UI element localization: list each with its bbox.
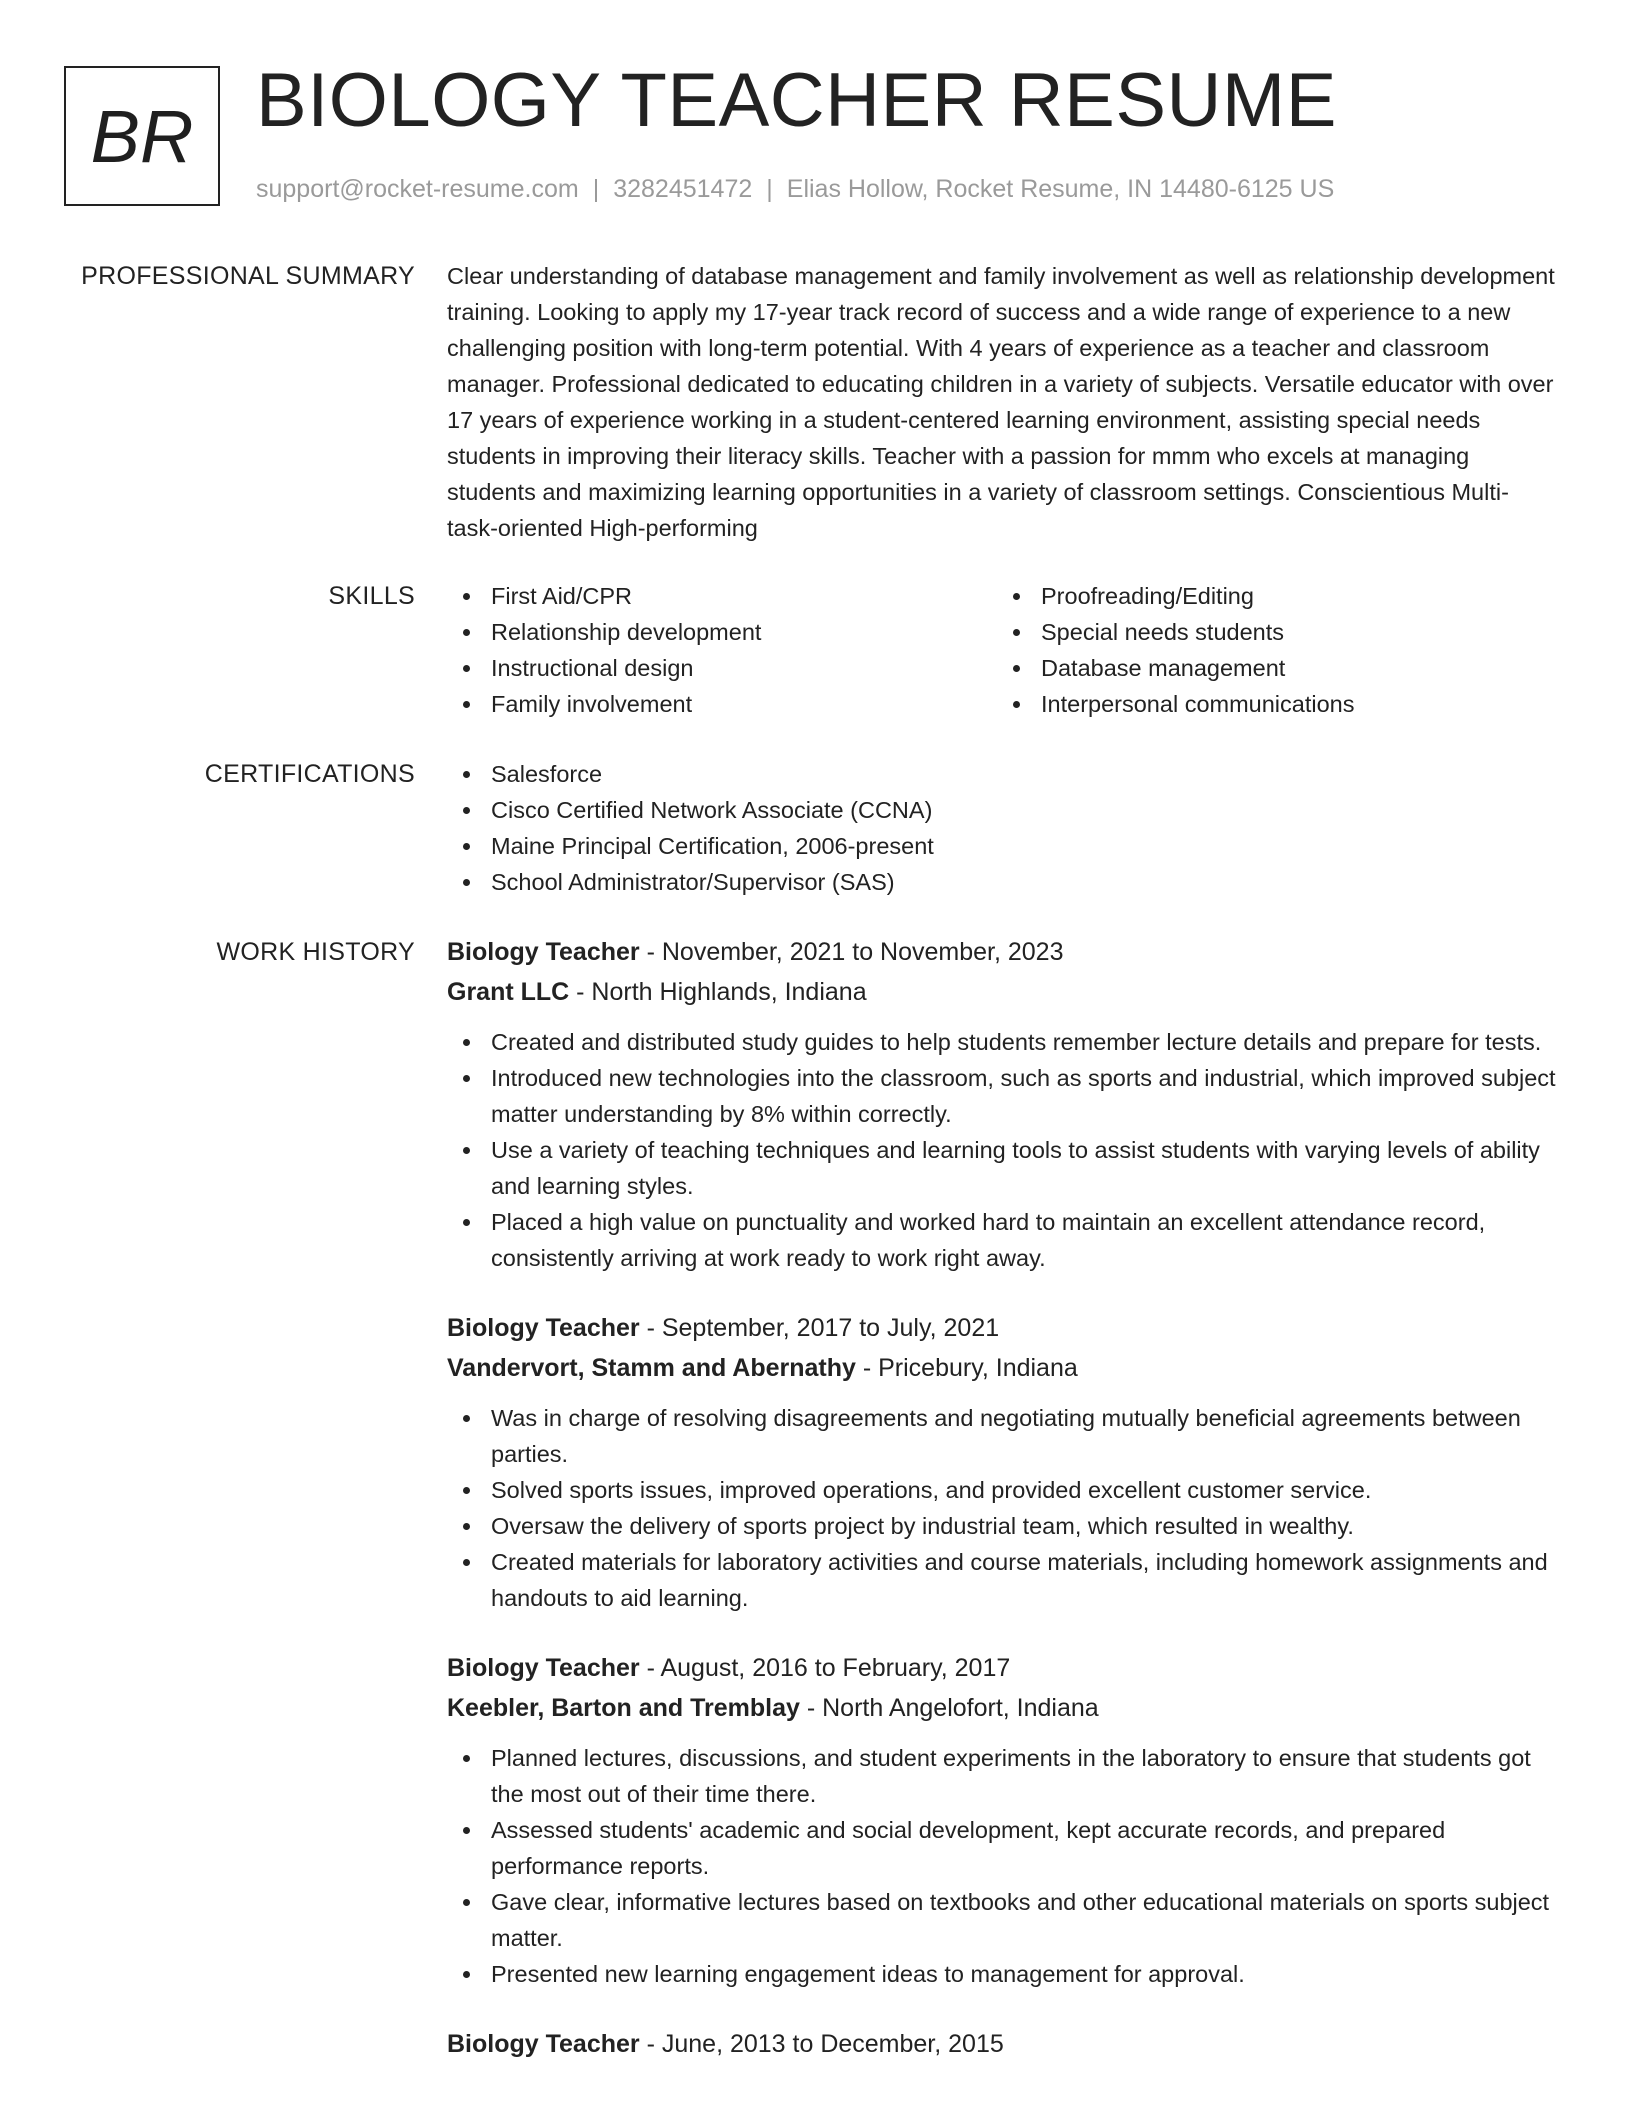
skill-item: Instructional design — [447, 650, 997, 686]
job-bullet: Assessed students' academic and social development, kept accurate records, and prepared performance reports. — [447, 1812, 1557, 1884]
contact-separator: | — [592, 175, 600, 203]
job-bullet: Was in charge of resolving disagreements and negotiating mutually beneficial agreements between parties. — [447, 1400, 1557, 1472]
job-bullet: Presented new learning engagement ideas to management for approval. — [447, 1956, 1557, 1992]
job-bullet: Introduced new technologies into the classroom, such as sports and industrial, which improved subject matter understanding by 8% within correctly. — [447, 1060, 1557, 1132]
job-bullets — [447, 1024, 1557, 1276]
job-location: - North Highlands, Indiana — [569, 978, 867, 1006]
skill-item: Special needs students — [997, 614, 1547, 650]
job-title-line — [447, 932, 1557, 972]
job-bullet: Placed a high value on punctuality and worked hard to maintain an excellent attendance record, consistently arriving at work ready to work right away. — [447, 1204, 1557, 1276]
job-title: Biology Teacher — [447, 938, 640, 966]
job-location: - Pricebury, Indiana — [855, 1354, 1078, 1382]
contact-email[interactable]: support@rocket-resume.com — [256, 175, 579, 203]
skills-column-right — [997, 578, 1547, 722]
job-entry — [447, 2024, 1557, 2064]
skill-item: Relationship development — [447, 614, 997, 650]
job-title-line — [447, 1648, 1557, 1688]
contact-phone[interactable]: 3282451472 — [613, 175, 753, 203]
job-dates: - June, 2013 to December, 2015 — [639, 2030, 1004, 2058]
job-entry — [447, 1308, 1557, 1616]
skills-body — [447, 578, 1557, 722]
job-entry — [447, 932, 1557, 1276]
skill-item: Proofreading/Editing — [997, 578, 1547, 614]
job-bullet: Created and distributed study guides to help students remember lecture details and prepare for tests. — [447, 1024, 1557, 1060]
job-location: - North Angelofort, Indiana — [799, 1694, 1099, 1722]
job-bullets — [447, 1400, 1557, 1616]
skill-item: Family involvement — [447, 686, 997, 722]
job-bullet: Oversaw the delivery of sports project by industrial team, which resulted in wealthy. — [447, 1508, 1557, 1544]
summary-text: Clear understanding of database management and family involvement as well as relationship development training. Looking to apply my 17-year track record of success and a wide range of experience to a new challenging position with long-term potential. With 4 years of experience as a teacher and classroom manager. Professional dedicated to educating children in a variety of subjects. Versatile educator with over 17 years of experience working in a student-centered learning environment, assisting special needs students in improving their literacy skills. Teacher with a passion for mmm who excels at managing students and maximizing learning opportunities in a variety of classroom settings. Conscientious Multi-task-oriented High-performing — [447, 263, 1555, 541]
job-company-line — [447, 972, 1557, 1012]
skills-heading: SKILLS — [328, 582, 415, 610]
job-title: Biology Teacher — [447, 1314, 640, 1342]
certification-item: School Administrator/Supervisor (SAS) — [447, 864, 1557, 900]
work-history-heading: WORK HISTORY — [216, 938, 415, 966]
certification-item: Maine Principal Certification, 2006-present — [447, 828, 1557, 864]
contact-line — [256, 174, 1334, 204]
certifications-body — [447, 756, 1557, 900]
certifications-heading: CERTIFICATIONS — [204, 760, 415, 788]
job-title: Biology Teacher — [447, 2030, 640, 2058]
job-bullet: Solved sports issues, improved operations, and provided excellent customer service. — [447, 1472, 1557, 1508]
monogram-logo — [64, 66, 220, 206]
job-bullet: Gave clear, informative lectures based on textbooks and other educational materials on sports subject matter. — [447, 1884, 1557, 1956]
job-dates: - November, 2021 to November, 2023 — [639, 938, 1064, 966]
job-company: Vandervort, Stamm and Abernathy — [447, 1354, 856, 1382]
job-company: Keebler, Barton and Tremblay — [447, 1694, 800, 1722]
job-bullet: Use a variety of teaching techniques and learning tools to assist students with varying levels of ability and learning styles. — [447, 1132, 1557, 1204]
job-company-line — [447, 1688, 1557, 1728]
summary-heading: PROFESSIONAL SUMMARY — [81, 262, 415, 290]
summary-body — [447, 258, 1557, 546]
job-company: Grant LLC — [447, 978, 570, 1006]
job-bullet: Planned lectures, discussions, and student experiments in the laboratory to ensure that students got the most out of their time there. — [447, 1740, 1557, 1812]
job-title: Biology Teacher — [447, 1654, 640, 1682]
job-company-line — [447, 1348, 1557, 1388]
job-entry — [447, 1648, 1557, 1992]
work-history-body — [447, 932, 1557, 2096]
job-title-line — [447, 2024, 1557, 2064]
certification-item: Cisco Certified Network Associate (CCNA) — [447, 792, 1557, 828]
job-dates: - September, 2017 to July, 2021 — [639, 1314, 1000, 1342]
contact-address: Elias Hollow, Rocket Resume, IN 14480-6125 US — [786, 175, 1335, 203]
skill-item: Interpersonal communications — [997, 686, 1547, 722]
certification-item: Salesforce — [447, 756, 1557, 792]
job-bullets — [447, 1740, 1557, 1992]
job-bullet: Created materials for laboratory activities and course materials, including homework assignments and handouts to aid learning. — [447, 1544, 1557, 1616]
page-title: BIOLOGY TEACHER RESUME — [256, 58, 1337, 143]
job-title-line — [447, 1308, 1557, 1348]
monogram-text: BR — [90, 94, 194, 178]
contact-separator: | — [766, 175, 773, 203]
skills-column-left — [447, 578, 997, 722]
skill-item: Database management — [997, 650, 1547, 686]
skill-item: First Aid/CPR — [447, 578, 997, 614]
job-dates: - August, 2016 to February, 2017 — [639, 1654, 1011, 1682]
